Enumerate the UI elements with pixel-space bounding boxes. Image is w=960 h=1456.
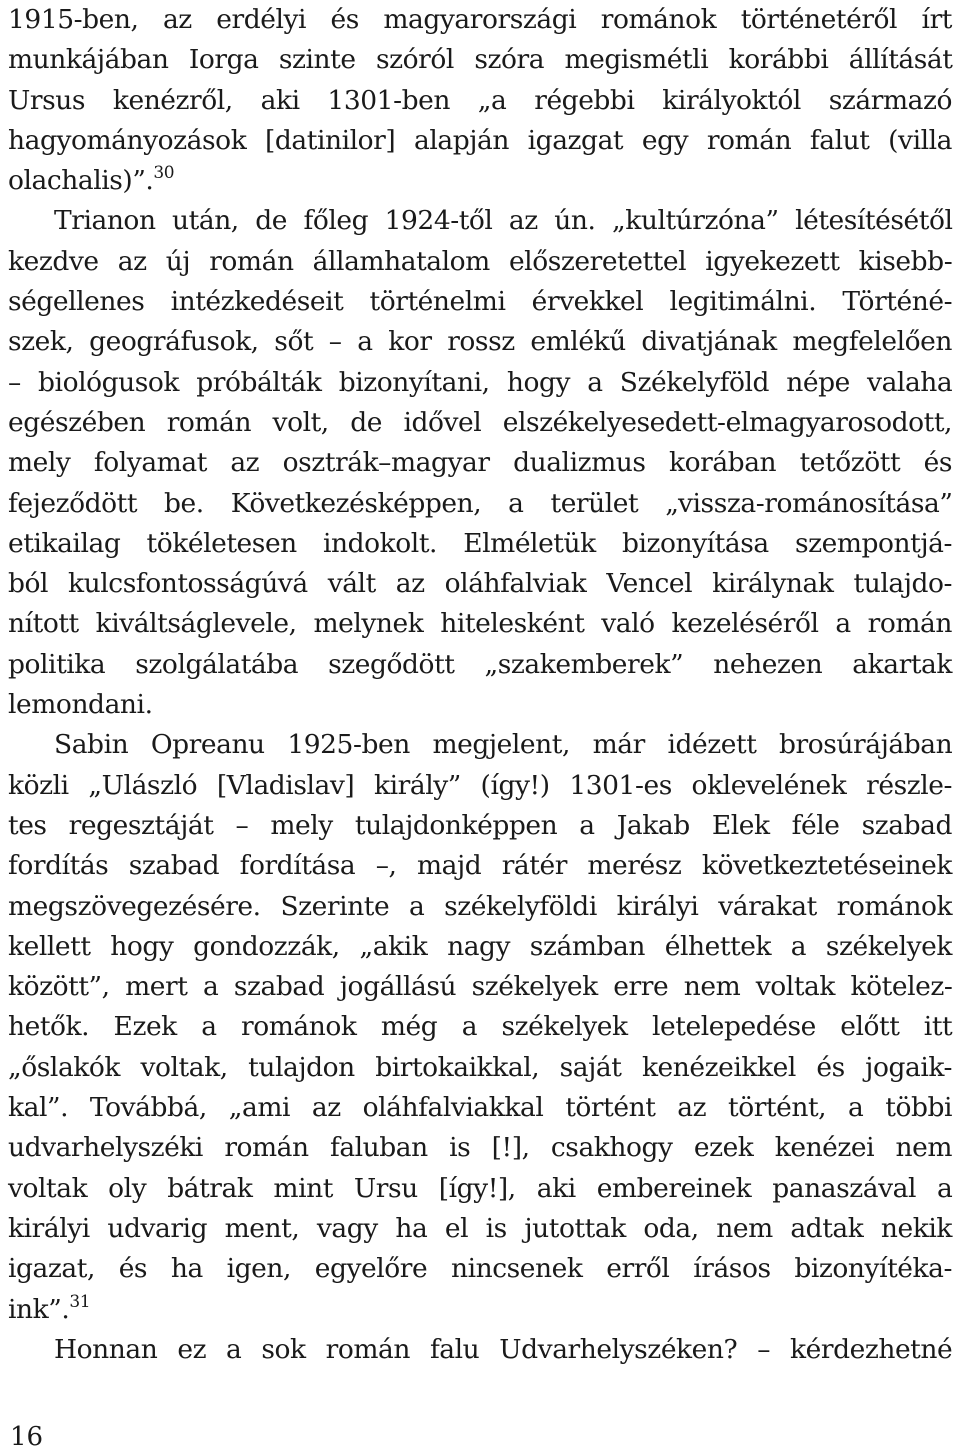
- text-line: igazat, és ha igen, egyelőre nincsenek erről írásos bizonyítéka-: [8, 1253, 952, 1285]
- text-line: hagyományozások [datinilor] alapján igazgat egy román falut (villa: [8, 124, 952, 156]
- text-line: ból kulcsfontosságúvá vált az oláhfalviak Vencel királynak tulajdo-: [8, 568, 952, 600]
- text-line: voltak oly bátrak mint Ursu [így!], aki embereinek panaszával a: [8, 1172, 953, 1204]
- text-line: kal”. Továbbá, „ami az oláhfalviakkal történt az történt, a többi: [8, 1092, 952, 1124]
- text-line: között”, mert a szabad jogállású székelyek erre nem voltak kötelez-: [8, 971, 953, 1003]
- text-line-content: olachalis)”.: [8, 165, 154, 197]
- footnote-ref-30: 30: [153, 163, 175, 184]
- text-line: lemondani.: [8, 689, 153, 721]
- text-line: Sabin Opreanu 1925-ben megjelent, már idézett brosúrájában: [54, 729, 953, 761]
- text-line: egészében román volt, de idővel elszékelyesedett-elmagyarosodott,: [8, 406, 952, 438]
- text-line: fejeződött be. Következésképpen, a terület „vissza-románosítása”: [8, 487, 953, 519]
- text-line: nított kiváltságlevele, melynek hitelesként való kezeléséről a román: [8, 608, 952, 640]
- footnote-ref-31: 31: [69, 1291, 91, 1312]
- text-line: megszövegezésére. Szerinte a székelyföldi királyi várakat románok: [8, 890, 953, 922]
- paragraph-2: [8, 201, 952, 725]
- text-line: tes regesztáját – mely tulajdonképpen a Jakab Elek féle szabad: [8, 809, 952, 841]
- text-line: „őslakók voltak, tulajdon birtokaikkal, saját kenézeikkel és jogaik-: [8, 1051, 952, 1083]
- page-number: 16: [10, 1422, 44, 1452]
- text-line: 1915-ben, az erdélyi és magyarországi románok történetéről írt: [8, 4, 952, 35]
- text-line: – biológusok próbálták bizonyítani, hogy a Székelyföld népe valaha: [8, 366, 953, 398]
- text-line: Honnan ez a sok román falu Udvarhelyszéken? – kérdezhetné: [54, 1333, 953, 1365]
- text-line: közli „Ulászló [Vladislav] király” (így!) 1301-es oklevelének részle-: [8, 769, 952, 801]
- text-line: hetők. Ezek a románok még a székelyek letelepedése előtt itt: [8, 1011, 953, 1043]
- document-page: [8, 0, 952, 1370]
- text-line: Trianon után, de főleg 1924-től az ún. „kultúrzóna” létesítésétől: [54, 205, 953, 237]
- paragraph-1: [8, 0, 952, 201]
- paragraph-4: [8, 1330, 952, 1370]
- text-line: munkájában Iorga szinte szóról szóra megismétli korábbi állítását: [8, 44, 953, 76]
- text-line: mely folyamat az osztrák–magyar dualizmus korában tetőzött és: [8, 447, 952, 479]
- text-line: kezdve az új román államhatalom előszeretettel igyekezett kisebb-: [8, 245, 953, 277]
- text-line: etikailag tökéletesen indokolt. Elméletük bizonyítása szempontjá-: [8, 527, 952, 559]
- text-line: Ursus kenézről, aki 1301-ben „a régebbi királyoktól származó: [8, 84, 953, 116]
- text-line: kellett hogy gondozzák, „akik nagy számban élhettek a székelyek: [8, 930, 952, 962]
- text-line: udvarhelyszéki román faluban is [!], csakhogy ezek kenézei nem: [8, 1132, 952, 1164]
- text-line: [8, 1290, 952, 1330]
- paragraph-3: [8, 725, 952, 1329]
- text-line: [8, 161, 952, 201]
- text-line: királyi udvarig ment, vagy ha el is jutottak oda, nem adtak nekik: [8, 1212, 952, 1244]
- text-line: ségellenes intézkedéseit történelmi érvekkel legitimálni. Történé-: [8, 286, 953, 318]
- text-line: politika szolgálatába szegődött „szakemberek” nehezen akartak: [8, 648, 952, 680]
- text-line: szek, geográfusok, sőt – a kor rossz emlékű divatjának megfelelően: [8, 326, 953, 358]
- text-line-content: ink”.: [8, 1293, 70, 1325]
- text-line: fordítás szabad fordítása –, majd rátér merész következtetéseinek: [8, 850, 952, 882]
